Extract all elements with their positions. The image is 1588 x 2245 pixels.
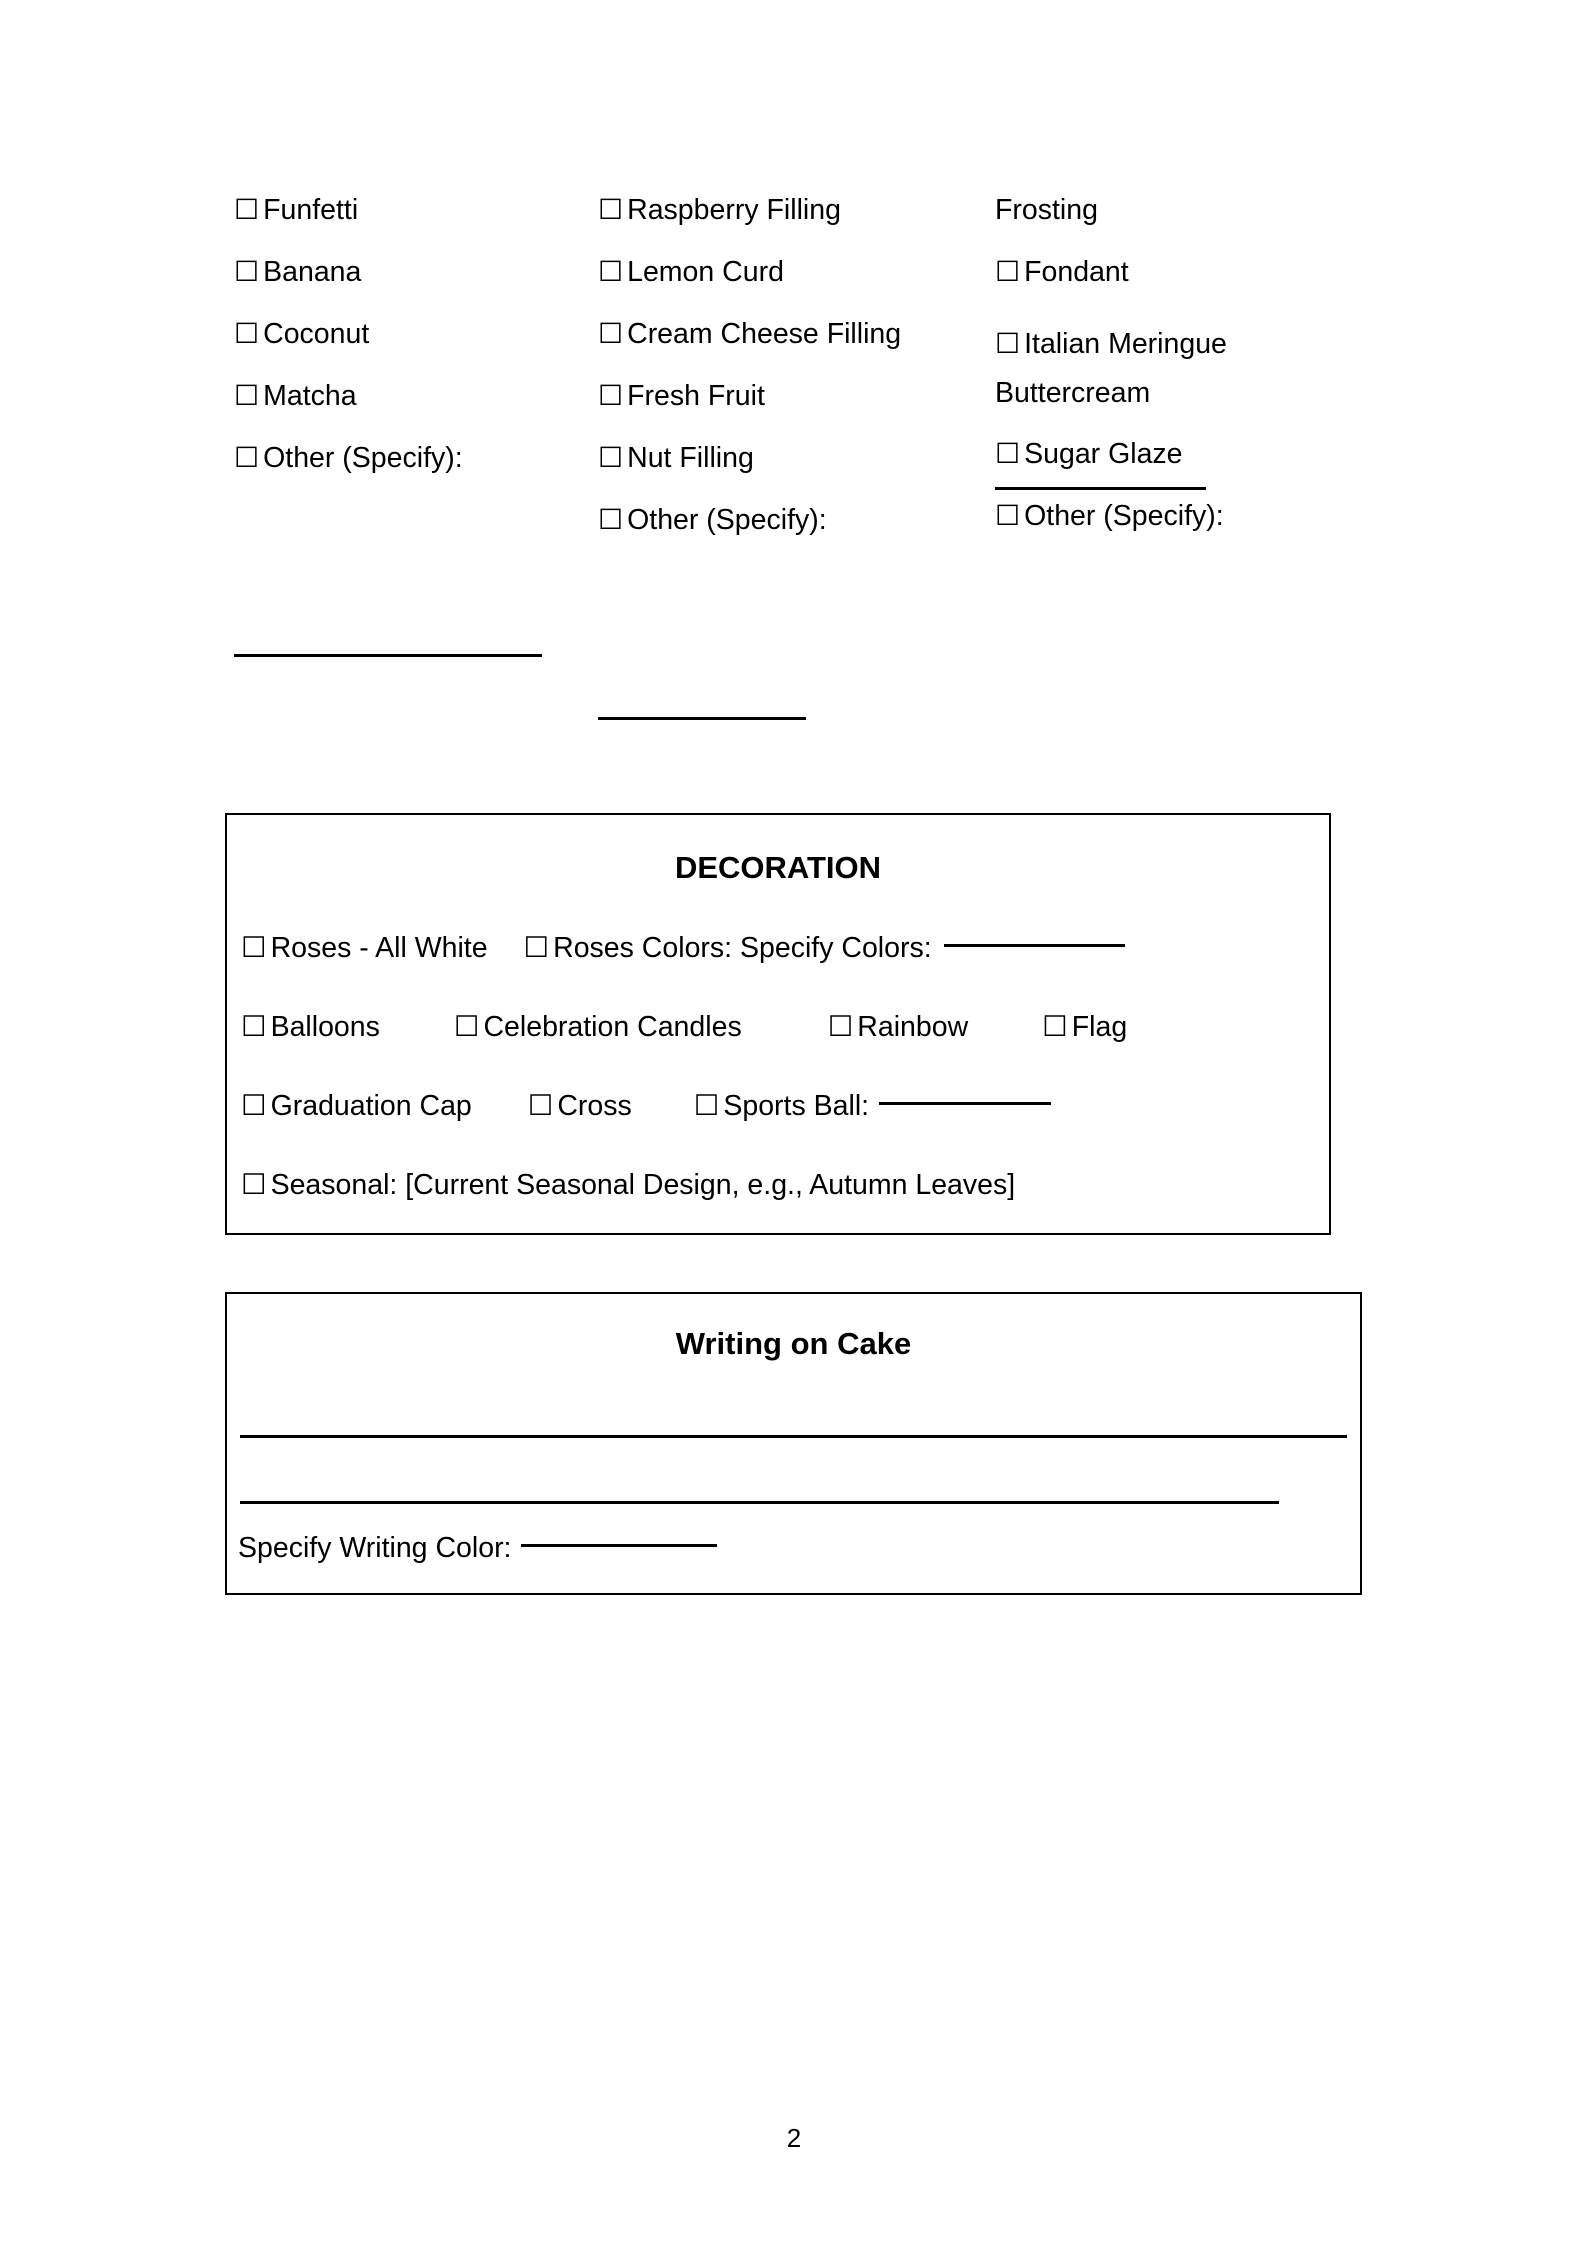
checkbox-icon[interactable]: ☐	[598, 380, 624, 411]
checkbox-option-filling-other[interactable]	[598, 506, 968, 539]
checkbox-icon[interactable]: ☐	[995, 256, 1021, 287]
checkbox-option-matcha[interactable]	[234, 382, 574, 415]
decoration-row-balloons	[241, 1013, 1321, 1047]
checkbox-icon[interactable]: ☐	[234, 442, 260, 473]
checkbox-icon[interactable]: ☐	[523, 932, 550, 964]
option-label: Cross	[557, 1090, 632, 1122]
checkbox-option-flag[interactable]	[1042, 1013, 1127, 1042]
roses-colors-input-rule[interactable]	[944, 944, 1125, 947]
option-label: Lemon Curd	[627, 256, 784, 288]
checkbox-option-cream-cheese-filling[interactable]	[598, 320, 968, 353]
option-label: Roses Colors: Specify Colors:	[553, 932, 932, 964]
option-label: Fondant	[1024, 256, 1129, 288]
checkbox-option-seasonal[interactable]	[241, 1171, 1015, 1200]
column-flavor	[234, 196, 574, 506]
option-label: Sports Ball:	[723, 1090, 870, 1122]
option-label: Nut Filling	[627, 442, 754, 474]
checkbox-icon[interactable]: ☐	[453, 1011, 480, 1043]
checkbox-option-frosting-other[interactable]	[995, 502, 1355, 535]
option-label: Cream Cheese Filling	[627, 318, 902, 350]
checkbox-option-flavor-other[interactable]	[234, 444, 574, 477]
writing-line-1[interactable]	[240, 1435, 1347, 1438]
checkbox-icon[interactable]: ☐	[234, 194, 260, 225]
option-label: Other (Specify):	[627, 504, 827, 536]
checkbox-option-sugar-glaze[interactable]	[995, 440, 1355, 473]
checkbox-option-lemon-curd[interactable]	[598, 258, 968, 291]
filling-other-blank-rule[interactable]	[598, 717, 806, 720]
checkbox-option-funfetti[interactable]	[234, 196, 574, 229]
option-label: Italian Meringue Buttercream	[995, 328, 1227, 410]
checkbox-icon[interactable]: ☐	[693, 1090, 720, 1122]
option-label: Funfetti	[263, 194, 359, 226]
option-label: Seasonal: [Current Seasonal Design, e.g., Autumn Leaves]	[270, 1169, 1016, 1201]
decoration-row-roses	[241, 934, 1321, 968]
frosting-heading-label: Frosting	[995, 194, 1098, 226]
option-label: Matcha	[263, 380, 357, 412]
page-number: 2	[786, 2123, 802, 2153]
writing-color-field	[238, 1534, 717, 1563]
checkbox-icon[interactable]: ☐	[241, 932, 267, 964]
checkbox-option-fondant[interactable]	[995, 258, 1355, 291]
checkbox-icon[interactable]: ☐	[995, 500, 1021, 532]
writing-on-cake-section	[225, 1292, 1362, 1595]
writing-line-2[interactable]	[240, 1501, 1279, 1504]
checkbox-option-raspberry-filling[interactable]	[598, 196, 968, 229]
checkbox-icon[interactable]: ☐	[598, 442, 624, 473]
option-label: Other (Specify):	[1024, 500, 1224, 533]
checkbox-option-rainbow[interactable]	[828, 1013, 968, 1042]
decoration-title: DECORATION	[674, 850, 882, 885]
writing-color-input-rule[interactable]	[521, 1544, 717, 1547]
checkbox-option-celebration-candles[interactable]	[454, 1013, 742, 1042]
frosting-heading	[995, 196, 1355, 229]
option-label: Flag	[1071, 1011, 1128, 1043]
option-label: Roses - All White	[270, 932, 488, 964]
checkbox-icon[interactable]: ☐	[598, 256, 624, 287]
checkbox-option-italian-meringue-buttercream[interactable]	[995, 320, 1355, 418]
checkbox-option-nut-filling[interactable]	[598, 444, 968, 477]
checkbox-option-roses-colors[interactable]	[524, 934, 932, 963]
writing-on-cake-title: Writing on Cake	[675, 1326, 912, 1361]
checkbox-icon[interactable]: ☐	[234, 256, 260, 287]
option-label: Graduation Cap	[270, 1090, 472, 1122]
option-label: Banana	[263, 256, 362, 288]
checkbox-option-roses-all-white[interactable]	[241, 934, 488, 963]
writing-color-label: Specify Writing Color:	[238, 1532, 512, 1564]
checkbox-option-sports-ball[interactable]	[694, 1092, 869, 1121]
column-frosting	[995, 196, 1355, 564]
option-label: Balloons	[270, 1011, 380, 1043]
option-label: Fresh Fruit	[627, 380, 765, 412]
checkbox-icon[interactable]: ☐	[1042, 1011, 1068, 1043]
checkbox-icon[interactable]: ☐	[241, 1169, 267, 1201]
checkbox-icon[interactable]: ☐	[598, 504, 624, 535]
checkbox-icon[interactable]: ☐	[241, 1011, 267, 1043]
frosting-other-blank-rule[interactable]	[995, 487, 1206, 490]
decoration-row-shapes	[241, 1092, 1321, 1126]
checkbox-icon[interactable]: ☐	[598, 194, 624, 225]
checkbox-option-cross[interactable]	[528, 1092, 632, 1121]
checkbox-icon[interactable]: ☐	[234, 318, 260, 349]
checkbox-option-coconut[interactable]	[234, 320, 574, 353]
checkbox-option-fresh-fruit[interactable]	[598, 382, 968, 415]
checkbox-option-banana[interactable]	[234, 258, 574, 291]
checkbox-option-balloons[interactable]	[241, 1013, 380, 1042]
decoration-row-seasonal	[241, 1171, 1321, 1205]
checkbox-option-graduation-cap[interactable]	[241, 1092, 472, 1121]
option-label: Celebration Candles	[483, 1011, 742, 1043]
option-label: Rainbow	[857, 1011, 969, 1043]
column-filling	[598, 196, 968, 568]
checkbox-icon[interactable]: ☐	[598, 318, 624, 349]
checkbox-icon[interactable]: ☐	[234, 380, 260, 411]
option-label: Coconut	[263, 318, 370, 350]
option-label: Raspberry Filling	[627, 194, 841, 226]
flavor-other-blank-rule[interactable]	[234, 654, 542, 657]
sports-ball-input-rule[interactable]	[879, 1102, 1051, 1105]
decoration-section	[225, 813, 1331, 1235]
checkbox-icon[interactable]: ☐	[827, 1011, 854, 1043]
checkbox-icon[interactable]: ☐	[241, 1090, 267, 1122]
checkbox-icon[interactable]: ☐	[995, 438, 1021, 470]
option-label: Sugar Glaze	[1024, 438, 1183, 471]
checkbox-icon[interactable]: ☐	[995, 328, 1021, 359]
option-label: Other (Specify):	[263, 442, 463, 474]
checkbox-icon[interactable]: ☐	[527, 1090, 554, 1122]
